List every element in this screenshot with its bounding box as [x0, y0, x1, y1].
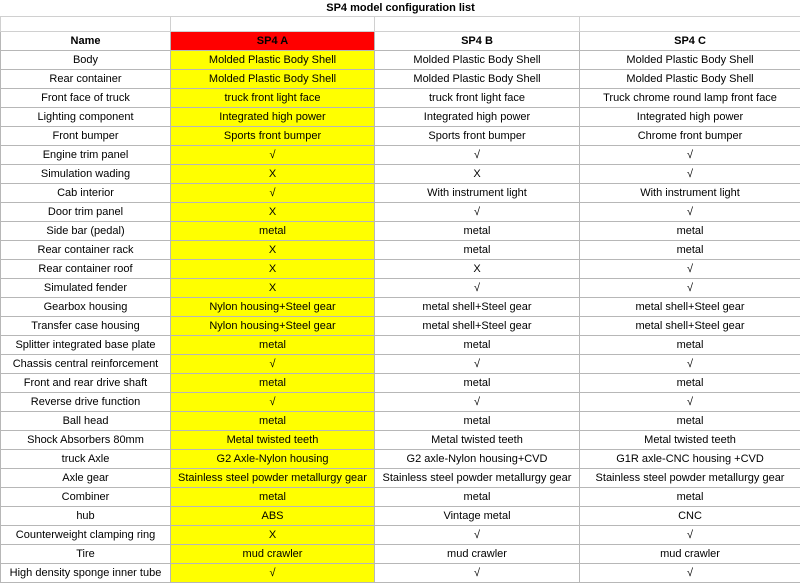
name-cell[interactable]: Front face of truck	[1, 89, 171, 108]
table-row	[1, 488, 800, 507]
sp4-b-cell[interactable]: Molded Plastic Body Shell	[375, 70, 580, 89]
sp4-c-cell[interactable]: metal	[580, 241, 800, 260]
table-row	[1, 545, 800, 564]
table-row	[1, 70, 800, 89]
sp4-a-cell[interactable]: X	[171, 260, 375, 279]
sp4-b-cell[interactable]: √	[375, 279, 580, 298]
sp4-a-cell[interactable]: Molded Plastic Body Shell	[171, 51, 375, 70]
sp4-b-cell[interactable]: With instrument light	[375, 184, 580, 203]
blank-row	[1, 17, 800, 32]
table-row	[1, 146, 800, 165]
sp4-a-cell[interactable]: X	[171, 279, 375, 298]
table-row	[1, 260, 800, 279]
table-row	[1, 393, 800, 412]
sp4-b-cell[interactable]: √	[375, 355, 580, 374]
name-cell[interactable]: Gearbox housing	[1, 298, 171, 317]
table-row	[1, 469, 800, 488]
name-cell[interactable]: Rear container rack	[1, 241, 171, 260]
sp4-c-cell[interactable]: Stainless steel powder metallurgy gear	[580, 469, 800, 488]
table-row	[1, 184, 800, 203]
table-row	[1, 336, 800, 355]
table-row	[1, 374, 800, 393]
table-row	[1, 165, 800, 184]
sp4-b-cell[interactable]: √	[375, 526, 580, 545]
name-cell[interactable]: truck Axle	[1, 450, 171, 469]
sp4-a-cell[interactable]: metal	[171, 222, 375, 241]
table-title: SP4 model configuration list	[1, 0, 800, 17]
table-row	[1, 241, 800, 260]
sp4-c-cell[interactable]: √	[580, 203, 800, 222]
table-row	[1, 317, 800, 336]
sp4-b-cell[interactable]: metal	[375, 412, 580, 431]
sp4-a-cell[interactable]: X	[171, 165, 375, 184]
name-cell[interactable]: Lighting component	[1, 108, 171, 127]
sp4-b-cell[interactable]: Molded Plastic Body Shell	[375, 51, 580, 70]
sp4-a-cell[interactable]: √	[171, 146, 375, 165]
header-name[interactable]: Name	[1, 32, 171, 51]
name-cell[interactable]: Chassis central reinforcement	[1, 355, 171, 374]
sp4-b-cell[interactable]: truck front light face	[375, 89, 580, 108]
sp4-a-cell[interactable]: Integrated high power	[171, 108, 375, 127]
sp4-a-cell[interactable]: X	[171, 203, 375, 222]
table-row	[1, 203, 800, 222]
sp4-b-cell[interactable]: Stainless steel powder metallurgy gear	[375, 469, 580, 488]
sp4-b-cell[interactable]: G2 axle-Nylon housing+CVD	[375, 450, 580, 469]
sp4-c-cell[interactable]: Truck chrome round lamp front face	[580, 89, 800, 108]
sp4-c-cell[interactable]: mud crawler	[580, 545, 800, 564]
table-row	[1, 526, 800, 545]
sp4-a-cell[interactable]: Nylon housing+Steel gear	[171, 317, 375, 336]
sp4-b-cell[interactable]: Integrated high power	[375, 108, 580, 127]
table-row	[1, 279, 800, 298]
sp4-b-cell[interactable]: mud crawler	[375, 545, 580, 564]
name-cell[interactable]: Engine trim panel	[1, 146, 171, 165]
sp4-c-cell[interactable]: √	[580, 393, 800, 412]
sp4-a-cell[interactable]: √	[171, 184, 375, 203]
name-cell[interactable]: Splitter integrated base plate	[1, 336, 171, 355]
sp4-b-cell[interactable]: √	[375, 564, 580, 583]
name-cell[interactable]: High density sponge inner tube	[1, 564, 171, 583]
sp4-c-cell[interactable]: metal	[580, 374, 800, 393]
header-sp4-a[interactable]: SP4 A	[171, 32, 375, 51]
sp4-c-cell[interactable]: √	[580, 526, 800, 545]
sp4-c-cell[interactable]: √	[580, 564, 800, 583]
sp4-a-cell[interactable]: metal	[171, 336, 375, 355]
sp4-c-cell[interactable]: Molded Plastic Body Shell	[580, 51, 800, 70]
table-row	[1, 355, 800, 374]
sp4-b-cell[interactable]: metal shell+Steel gear	[375, 298, 580, 317]
table-row	[1, 412, 800, 431]
name-cell[interactable]: Body	[1, 51, 171, 70]
sp4-a-cell[interactable]: metal	[171, 412, 375, 431]
header-sp4-b[interactable]: SP4 B	[375, 32, 580, 51]
name-cell[interactable]: Combiner	[1, 488, 171, 507]
sp4-c-cell[interactable]: metal	[580, 412, 800, 431]
name-cell[interactable]: Ball head	[1, 412, 171, 431]
table-row	[1, 564, 800, 583]
sp4-b-cell[interactable]: metal	[375, 374, 580, 393]
sp4-b-cell[interactable]: X	[375, 260, 580, 279]
name-cell[interactable]: Transfer case housing	[1, 317, 171, 336]
sp4-b-cell[interactable]: metal	[375, 336, 580, 355]
name-cell[interactable]: Cab interior	[1, 184, 171, 203]
sp4-c-cell[interactable]: √	[580, 260, 800, 279]
sp4-b-cell[interactable]: Metal twisted teeth	[375, 431, 580, 450]
name-cell[interactable]: hub	[1, 507, 171, 526]
sp4-a-cell[interactable]: √	[171, 393, 375, 412]
sp4-b-cell[interactable]: metal	[375, 241, 580, 260]
sp4-c-cell[interactable]: With instrument light	[580, 184, 800, 203]
sp4-a-cell[interactable]: Metal twisted teeth	[171, 431, 375, 450]
sp4-b-cell[interactable]: metal shell+Steel gear	[375, 317, 580, 336]
sp4-a-cell[interactable]: truck front light face	[171, 89, 375, 108]
name-cell[interactable]: Rear container roof	[1, 260, 171, 279]
sp4-c-cell[interactable]: √	[580, 146, 800, 165]
name-cell[interactable]: Rear container	[1, 70, 171, 89]
blank-cell[interactable]	[375, 17, 580, 32]
sp4-c-cell[interactable]: √	[580, 355, 800, 374]
sp4-b-cell[interactable]: X	[375, 165, 580, 184]
name-cell[interactable]: Front and rear drive shaft	[1, 374, 171, 393]
sp4-c-cell[interactable]: √	[580, 279, 800, 298]
sp4-c-cell[interactable]: √	[580, 165, 800, 184]
sp4-c-cell[interactable]: metal	[580, 336, 800, 355]
table-row	[1, 431, 800, 450]
table-row	[1, 127, 800, 146]
sp4-c-cell[interactable]: metal	[580, 488, 800, 507]
header-row	[1, 32, 800, 51]
sp4-a-cell[interactable]: Molded Plastic Body Shell	[171, 70, 375, 89]
table-row	[1, 298, 800, 317]
sp4-c-cell[interactable]: Metal twisted teeth	[580, 431, 800, 450]
blank-cell[interactable]	[171, 17, 375, 32]
sp4-c-cell[interactable]: metal shell+Steel gear	[580, 298, 800, 317]
sp4-b-cell[interactable]: √	[375, 146, 580, 165]
sp4-b-cell[interactable]: Sports front bumper	[375, 127, 580, 146]
table-row	[1, 507, 800, 526]
sp4-b-cell[interactable]: √	[375, 203, 580, 222]
name-cell[interactable]: Simulation wading	[1, 165, 171, 184]
sp4-a-cell[interactable]: metal	[171, 488, 375, 507]
name-cell[interactable]: Axle gear	[1, 469, 171, 488]
sp4-a-cell[interactable]: Nylon housing+Steel gear	[171, 298, 375, 317]
table-row	[1, 450, 800, 469]
name-cell[interactable]: Tire	[1, 545, 171, 564]
sp4-a-cell[interactable]: Stainless steel powder metallurgy gear	[171, 469, 375, 488]
name-cell[interactable]: Shock Absorbers 80mm	[1, 431, 171, 450]
sp4-a-cell[interactable]: G2 Axle-Nylon housing	[171, 450, 375, 469]
table-row	[1, 108, 800, 127]
sp4-c-cell[interactable]: Integrated high power	[580, 108, 800, 127]
sp4-a-cell[interactable]: ABS	[171, 507, 375, 526]
sp4-b-cell[interactable]: √	[375, 393, 580, 412]
name-cell[interactable]: Door trim panel	[1, 203, 171, 222]
name-cell[interactable]: Counterweight clamping ring	[1, 526, 171, 545]
blank-cell[interactable]	[1, 17, 171, 32]
sp4-a-cell[interactable]: √	[171, 564, 375, 583]
sp4-c-cell[interactable]: G1R axle-CNC housing +CVD	[580, 450, 800, 469]
sp4-c-cell[interactable]: Chrome front bumper	[580, 127, 800, 146]
sp4-a-cell[interactable]: X	[171, 526, 375, 545]
table-row	[1, 89, 800, 108]
sp4-b-cell[interactable]: metal	[375, 488, 580, 507]
table-row	[1, 222, 800, 241]
sp4-b-cell[interactable]: Vintage metal	[375, 507, 580, 526]
blank-cell[interactable]	[580, 17, 800, 32]
name-cell[interactable]: Side bar (pedal)	[1, 222, 171, 241]
name-cell[interactable]: Reverse drive function	[1, 393, 171, 412]
name-cell[interactable]: Front bumper	[1, 127, 171, 146]
sp4-a-cell[interactable]: mud crawler	[171, 545, 375, 564]
sp4-a-cell[interactable]: metal	[171, 374, 375, 393]
sp4-c-cell[interactable]: Molded Plastic Body Shell	[580, 70, 800, 89]
sp4-c-cell[interactable]: metal shell+Steel gear	[580, 317, 800, 336]
name-cell[interactable]: Simulated fender	[1, 279, 171, 298]
sp4-a-cell[interactable]: Sports front bumper	[171, 127, 375, 146]
sp4-a-cell[interactable]: √	[171, 355, 375, 374]
title-row	[1, 0, 800, 17]
sp4-c-cell[interactable]: metal	[580, 222, 800, 241]
sp4-c-cell[interactable]: CNC	[580, 507, 800, 526]
table-row	[1, 51, 800, 70]
sp4-a-cell[interactable]: X	[171, 241, 375, 260]
sp4-b-cell[interactable]: metal	[375, 222, 580, 241]
header-sp4-c[interactable]: SP4 C	[580, 32, 800, 51]
